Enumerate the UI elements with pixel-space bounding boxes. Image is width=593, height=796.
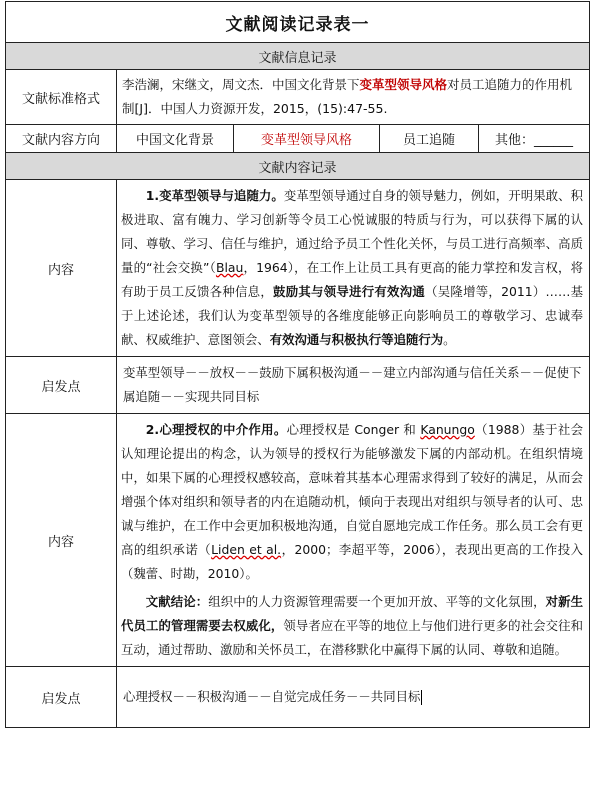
qifa-text-2[interactable]: 心理授权－－积极沟通－－自觉完成任务－－共同目标 <box>117 667 590 728</box>
reading-record-table <box>5 1 590 728</box>
content-label-1: 内容 <box>6 180 117 357</box>
direction-other[interactable]: 其他：______ <box>479 125 590 153</box>
content-section-header: 文献内容记录 <box>6 153 590 180</box>
section1-heading: 1.变革型领导与追随力。 <box>145 188 284 203</box>
citation-label: 文献标准格式 <box>6 70 117 125</box>
direction-employee-followership[interactable]: 员工追随 <box>380 125 479 153</box>
text-cursor <box>421 690 422 705</box>
content-label-2: 内容 <box>6 414 117 667</box>
qifa-label-1: 启发点 <box>6 357 117 414</box>
direction-label: 文献内容方向 <box>6 125 117 153</box>
citation-highlight: 变革型领导风格 <box>359 77 448 92</box>
info-section-header: 文献信息记录 <box>6 43 590 70</box>
content-text-2[interactable]: 2.心理授权的中介作用。心理授权是 Conger 和 Kanungo（1988）基于社会认知理论提出的构念，认为领导的授权行为能够激发下属的内部动机。在组织情境中，如果下属的心理授权感较高，意味着其基本心理需求得到了较好的满足，从而会增强个体对组织和领导者的内在追随动机，倾向于表现出对组织与领导者的认可、忠诚与维护，在工作中会更加积极地沟通，自觉自愿地完成工作任务。那么员工会有更高的组织承诺（Liden et al.，2000；李超平等，2006），表现出更高的工作投入（魏蕾、时勘，2010）。 文献结论：组织中的人力资源管理需要一个更加开放、平等的文化氛围，对新生代员工的管理需要去权威化，领导者应在平等的地位上与他们进行更多的社会交往和互动，通过帮助、激励和关怀员工，在潜移默化中赢得下属的认同、尊敬和追随。 <box>117 414 590 667</box>
conclusion-paragraph: 文献结论：组织中的人力资源管理需要一个更加开放、平等的文化氛围，对新生代员工的管理需要去权威化，领导者应在平等的地位上与他们进行更多的社会交往和互动，通过帮助、激励和关怀员工，在潜移默化中赢得下属的认同、尊敬和追随。 <box>121 594 584 657</box>
content-text-1[interactable]: 1.变革型领导与追随力。变革型领导通过自身的领导魅力，例如，开明果敢、积极进取、富有魄力、学习创新等令员工心悦诚服的特质与行为，可以获得下属的认同、尊敬、学习、信任与维护，通过给予员工个性化关怀，与员工进行高频率、高质量的“社会交换”（Blau，1964），在工作上让员工具有更高的能力掌控和发言权，将有助于员工反馈各种信息，鼓励其与领导进行有效沟通（吴隆增等，2011）……基于上述论述，我们认为变革型领导的各维度能够正向影响员工的尊敬学习、忠诚奉献、权威维护、意图领会、有效沟通与积极执行等追随行为。 <box>117 180 590 357</box>
citation-text[interactable]: 李浩澜，宋继文，周文杰．中国文化背景下变革型领导风格对员工追随力的作用机制[J]．中国人力资源开发，2015，(15):47-55. <box>117 70 590 125</box>
direction-china-culture[interactable]: 中国文化背景 <box>117 125 234 153</box>
qifa-label-2: 启发点 <box>6 667 117 728</box>
section2-heading: 2.心理授权的中介作用。 <box>145 422 287 437</box>
conclusion-label: 文献结论： <box>145 594 209 609</box>
table-title: 文献阅读记录表一 <box>6 2 590 43</box>
qifa-text-1[interactable]: 变革型领导－－放权－－鼓励下属积极沟通－－建立内部沟通与信任关系－－促使下属追随－－实现共同目标 <box>117 357 590 414</box>
direction-transformational-leadership[interactable]: 变革型领导风格 <box>234 125 380 153</box>
